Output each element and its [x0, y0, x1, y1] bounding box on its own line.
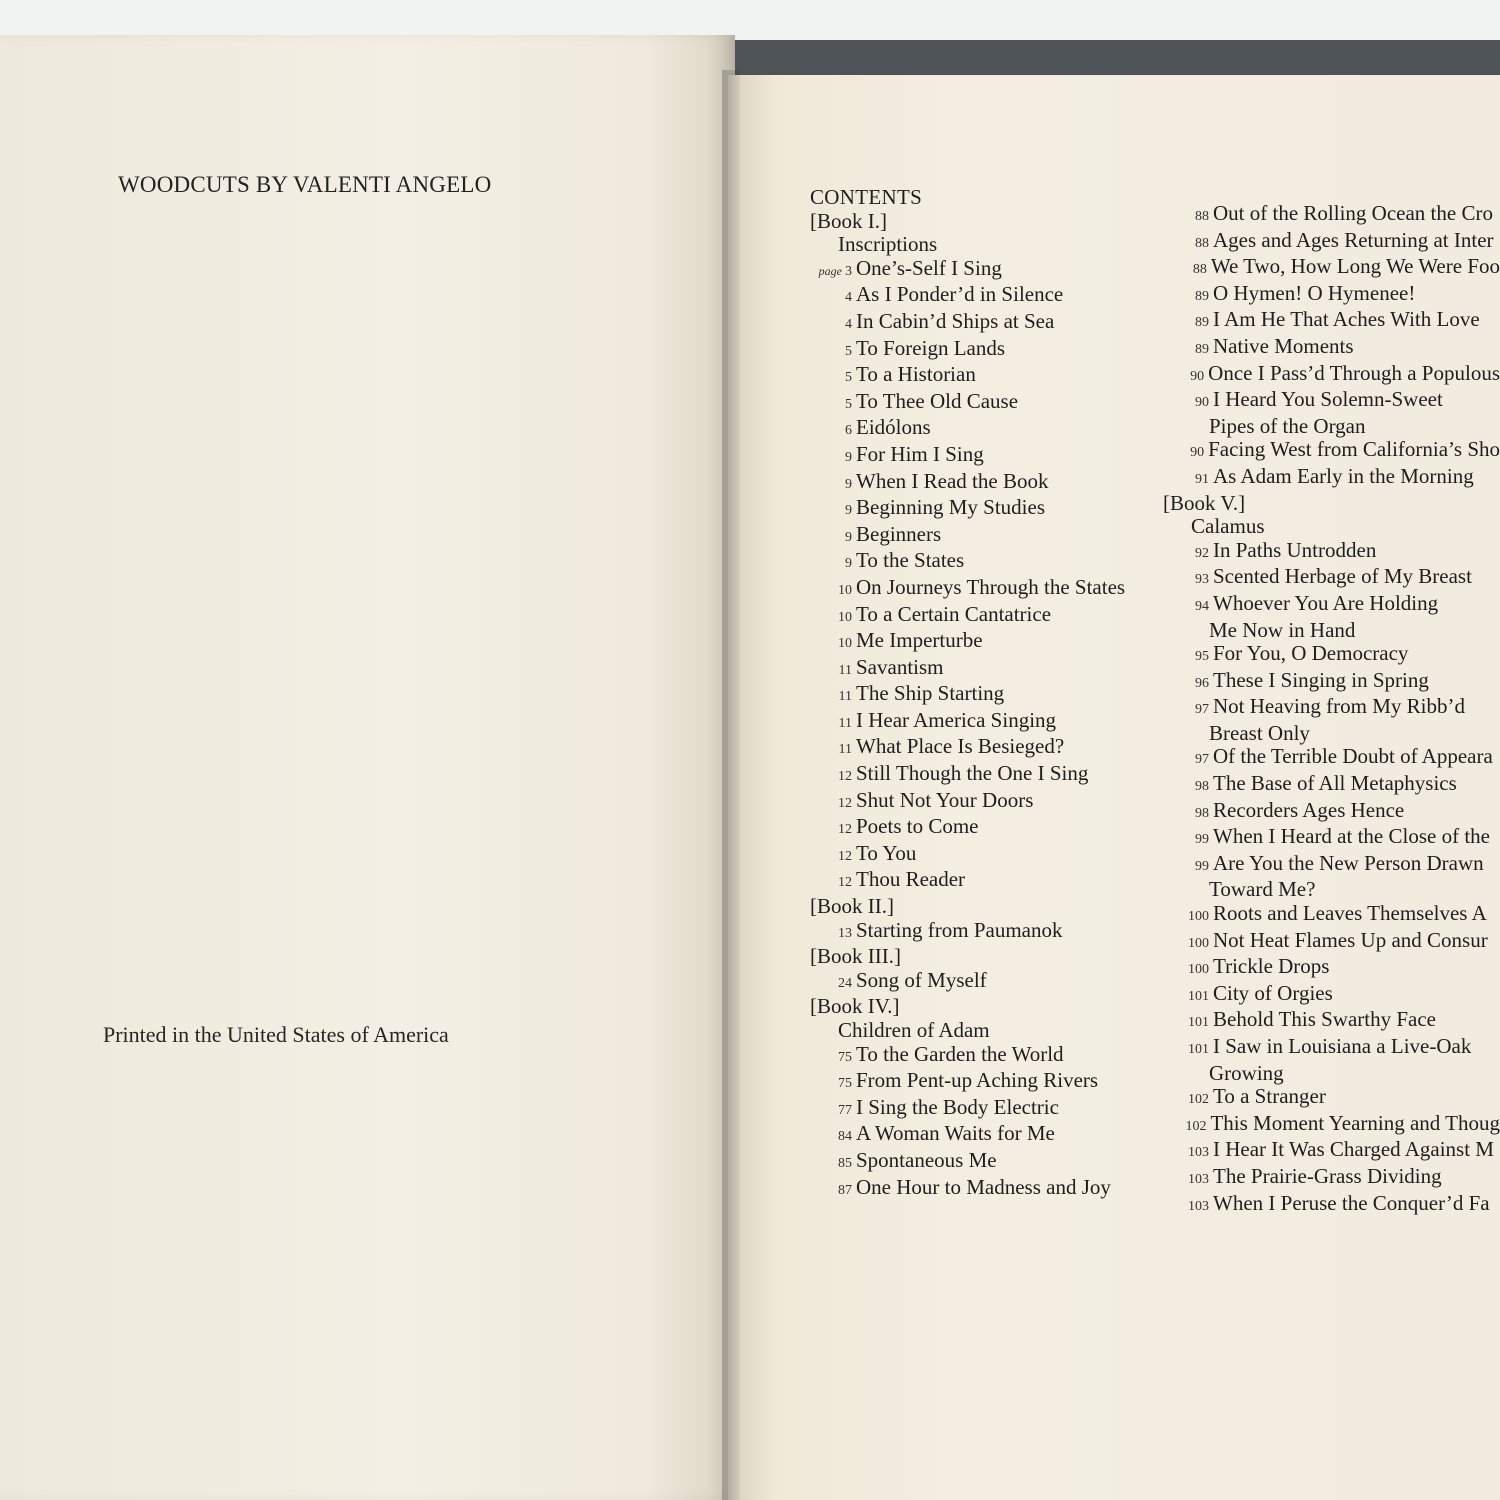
- page-number-value: 87: [838, 1182, 852, 1198]
- page-number: [1163, 258, 1211, 282]
- page-number-value: 98: [1195, 805, 1209, 821]
- poem-title: Scented Herbage of My Breast: [1213, 564, 1472, 589]
- page-number: [1163, 568, 1213, 592]
- page-number-value: 90: [1190, 445, 1205, 461]
- page-number-value: 85: [838, 1155, 852, 1171]
- page-number-value: 5: [845, 370, 852, 386]
- section-heading: Inscriptions: [838, 232, 938, 257]
- page-number-value: 9: [845, 449, 852, 465]
- page-number-value: 10: [838, 609, 852, 625]
- toc-entry: [1163, 642, 1500, 669]
- left-page: [0, 35, 735, 1500]
- poem-title: Whoever You Are Holding: [1213, 590, 1439, 615]
- page-number-value: 89: [1195, 341, 1209, 357]
- page-number: [810, 473, 856, 497]
- page-number: [1163, 1088, 1213, 1112]
- page-number-value: 10: [838, 636, 852, 652]
- page-number-value: 3: [845, 263, 852, 279]
- page-number: [810, 260, 856, 284]
- poem-title: Facing West from California’s Sho: [1208, 437, 1500, 462]
- toc-entry: [810, 470, 1125, 497]
- toc-entry: [810, 310, 1125, 337]
- page-number-value: 102: [1185, 1118, 1207, 1134]
- page-number-value: 11: [838, 742, 852, 758]
- page-number: [810, 922, 856, 946]
- poem-title: The Ship Starting: [856, 681, 1005, 706]
- toc-entry: [1163, 1035, 1500, 1062]
- page-number-value: 77: [838, 1102, 852, 1118]
- book-gutter: [722, 70, 740, 1500]
- toc-entry: [1163, 825, 1500, 852]
- toc-entry: [810, 496, 1125, 523]
- page-number: [810, 499, 856, 523]
- toc-entry: [1163, 388, 1500, 415]
- page-number: [810, 366, 856, 390]
- page-number: [810, 659, 856, 683]
- page-number-value: 92: [1195, 545, 1209, 561]
- page-number-value: 103: [1188, 1171, 1209, 1187]
- page-number-value: 11: [838, 662, 852, 678]
- page-number: [1163, 932, 1213, 956]
- page-number: [1163, 338, 1213, 362]
- page-number-value: 101: [1188, 1015, 1209, 1031]
- woodcuts-credit: WOODCUTS BY VALENTI ANGELO: [118, 172, 492, 197]
- toc-entry: [810, 789, 1125, 816]
- page-number: [810, 972, 856, 996]
- toc-entry: [810, 815, 1125, 842]
- toc-entry: [810, 443, 1125, 470]
- page-number: [810, 446, 856, 470]
- toc-entry: [810, 1069, 1125, 1096]
- page-number-value: 100: [1188, 962, 1209, 978]
- toc-entry: [1163, 282, 1500, 309]
- poem-title: Starting from Paumanok: [856, 917, 1063, 942]
- poem-title: On Journeys Through the States: [856, 574, 1126, 599]
- poem-title: Behold This Swarthy Face: [1213, 1007, 1437, 1032]
- toc-entry-continuation: Toward Me?: [1209, 877, 1316, 902]
- poem-title: What Place Is Besieged?: [856, 734, 1065, 759]
- poem-title: Roots and Leaves Themselves A: [1213, 901, 1487, 926]
- page-number: [810, 1099, 856, 1123]
- toc-entry: [810, 1043, 1125, 1070]
- poem-title: Song of Myself: [856, 967, 987, 992]
- toc-entry: [810, 1149, 1125, 1176]
- page-number: [1163, 672, 1213, 696]
- toc-entry: [1163, 1112, 1500, 1139]
- page-number-value: 9: [845, 476, 852, 492]
- toc-entry: [1163, 799, 1500, 826]
- page-number: [1163, 698, 1213, 722]
- poem-title: To a Stranger: [1213, 1084, 1326, 1109]
- page-number: [810, 792, 856, 816]
- page-number: [1163, 645, 1213, 669]
- page-number: [810, 1046, 856, 1070]
- book-heading: [Book V.]: [1163, 490, 1246, 515]
- page-number-value: 91: [1195, 471, 1209, 487]
- page-number: [1163, 468, 1213, 492]
- poem-title: Savantism: [856, 654, 944, 679]
- poem-title: Of the Terrible Doubt of Appeara: [1213, 744, 1493, 769]
- page-number-value: 13: [838, 925, 852, 941]
- toc-entry: [1163, 955, 1500, 982]
- toc-entry: [1163, 1085, 1500, 1112]
- page-number-value: 97: [1195, 702, 1209, 718]
- page-number: [1163, 1038, 1213, 1062]
- page-number: [1163, 985, 1213, 1009]
- toc-entry: [810, 337, 1125, 364]
- page-number-value: 88: [1195, 235, 1209, 251]
- page-number: [810, 1152, 856, 1176]
- page-number-value: 4: [845, 316, 852, 332]
- page-number: [1163, 748, 1213, 772]
- page-number: [810, 871, 856, 895]
- page-number: [1163, 285, 1213, 309]
- poem-title: Shut Not Your Doors: [856, 787, 1034, 812]
- page-number: [810, 738, 856, 762]
- toc-entry: [810, 629, 1125, 656]
- page-number-value: 11: [838, 689, 852, 705]
- page-number-value: 12: [838, 822, 852, 838]
- page-number: [810, 685, 856, 709]
- poem-title: Beginning My Studies: [856, 495, 1046, 520]
- page-number: [1163, 311, 1213, 335]
- poem-title: To Foreign Lands: [856, 335, 1006, 360]
- toc-entry: [810, 1122, 1125, 1149]
- toc-entry: [810, 576, 1125, 603]
- toc-entry: [1163, 695, 1500, 722]
- poem-title: A Woman Waits for Me: [856, 1121, 1055, 1146]
- page-number-value: 12: [838, 769, 852, 785]
- page-number: [1163, 542, 1213, 566]
- poem-title: This Moment Yearning and Thoug: [1210, 1110, 1500, 1135]
- toc-entry: [810, 523, 1125, 550]
- page-number: [810, 393, 856, 417]
- toc-entry: [810, 969, 1125, 996]
- page-number-value: 12: [838, 795, 852, 811]
- page-number: [810, 1125, 856, 1149]
- toc-entry: [1163, 1165, 1500, 1192]
- page-number: [1163, 232, 1213, 256]
- toc-entry: [1163, 202, 1500, 229]
- toc-entry: [1163, 669, 1500, 696]
- poem-title: For You, O Democracy: [1213, 641, 1409, 666]
- contents-column-2: [1163, 202, 1500, 1218]
- page-number: [810, 419, 856, 443]
- toc-entry: [1163, 1008, 1500, 1035]
- page-number-value: 89: [1195, 288, 1209, 304]
- toc-entry-continuation: Growing: [1209, 1060, 1284, 1085]
- poem-title: When I Heard at the Close of the: [1213, 824, 1490, 849]
- page-number: [810, 632, 856, 656]
- toc-entry: [810, 842, 1125, 869]
- page-number: [1163, 855, 1213, 879]
- book-heading: [Book I.]: [810, 208, 887, 233]
- page-number-value: 100: [1188, 909, 1209, 925]
- toc-entry: [810, 682, 1125, 709]
- toc-entry: [1163, 1138, 1500, 1165]
- page-number-value: 96: [1195, 675, 1209, 691]
- page-number-value: 89: [1195, 315, 1209, 331]
- poem-title: When I Peruse the Conquer’d Fa: [1213, 1190, 1490, 1215]
- poem-title: I Sing the Body Electric: [856, 1094, 1059, 1119]
- page-number-value: 75: [838, 1076, 852, 1092]
- page-number: [810, 712, 856, 736]
- poem-title: Ages and Ages Returning at Inter: [1213, 227, 1494, 252]
- poem-title: Beginners: [856, 521, 942, 546]
- page-number-value: 102: [1188, 1092, 1209, 1108]
- page-number: [810, 606, 856, 630]
- contents-column-1: [810, 186, 1125, 1202]
- poem-title: I Hear It Was Charged Against M: [1213, 1137, 1494, 1162]
- page-number: [810, 526, 856, 550]
- poem-title: One Hour to Madness and Joy: [856, 1174, 1111, 1199]
- page-number: [1163, 958, 1213, 982]
- poem-title: To a Certain Cantatrice: [856, 601, 1052, 626]
- page-number: [1163, 1011, 1213, 1035]
- page-number-value: 12: [838, 848, 852, 864]
- poem-title: One’s-Self I Sing: [856, 255, 1002, 280]
- page-number: [1163, 1168, 1213, 1192]
- toc-entry: [1163, 592, 1500, 619]
- page-number-value: 9: [845, 503, 852, 519]
- poem-title: For Him I Sing: [856, 441, 984, 466]
- toc-entry: [1163, 852, 1500, 879]
- page-number: [1163, 1115, 1210, 1139]
- toc-entry: [810, 363, 1125, 390]
- page-number-value: 103: [1188, 1145, 1209, 1161]
- poem-title: As I Ponder’d in Silence: [856, 282, 1064, 307]
- poem-title: Thou Reader: [856, 867, 966, 892]
- page-number-value: 84: [838, 1129, 852, 1145]
- page-number: [810, 765, 856, 789]
- poem-title: To the Garden the World: [856, 1041, 1064, 1066]
- page-number-value: 5: [845, 343, 852, 359]
- page-number-value: 99: [1195, 832, 1209, 848]
- toc-entry: [1163, 745, 1500, 772]
- page-number-value: 94: [1195, 598, 1209, 614]
- page-number: [1163, 775, 1213, 799]
- page-number: [810, 1179, 856, 1203]
- toc-entry: [810, 283, 1125, 310]
- page-number: [1163, 828, 1213, 852]
- page-number-value: 24: [838, 975, 852, 991]
- toc-entry-continuation: Pipes of the Organ: [1209, 413, 1366, 438]
- page-number: [810, 845, 856, 869]
- toc-entry: [1163, 539, 1500, 566]
- poem-title: Still Though the One I Sing: [856, 761, 1089, 786]
- page-number: [1163, 1141, 1213, 1165]
- page-number-value: 100: [1188, 935, 1209, 951]
- poem-title: To You: [856, 840, 917, 865]
- poem-title: City of Orgies: [1213, 980, 1333, 1005]
- poem-title: The Base of All Metaphysics: [1213, 771, 1457, 796]
- toc-entry: [810, 709, 1125, 736]
- page-number-value: 95: [1195, 649, 1209, 665]
- poem-title: Not Heaving from My Ribb’d: [1213, 694, 1465, 719]
- page-number: [810, 340, 856, 364]
- toc-entry: [810, 656, 1125, 683]
- toc-entry: [810, 919, 1125, 946]
- poem-title: Me Imperturbe: [856, 628, 983, 653]
- page-number-value: 10: [838, 582, 852, 598]
- poem-title: Native Moments: [1213, 333, 1354, 358]
- page-number: [1163, 802, 1213, 826]
- poem-title: Out of the Rolling Ocean the Cro: [1213, 202, 1493, 225]
- poem-title: To Thee Old Cause: [856, 388, 1019, 413]
- page-number-value: 9: [845, 556, 852, 572]
- page-number-value: 90: [1190, 368, 1205, 384]
- toc-entry: [1163, 229, 1500, 256]
- toc-entry: [1163, 255, 1500, 282]
- page-number: [810, 818, 856, 842]
- toc-entry: [1163, 362, 1500, 389]
- contents-title: CONTENTS: [810, 185, 923, 209]
- page-number-value: 5: [845, 396, 852, 412]
- poem-title: The Prairie-Grass Dividing: [1213, 1163, 1442, 1188]
- toc-entry: [1163, 982, 1500, 1009]
- poem-title: I Am He That Aches With Love: [1213, 307, 1480, 332]
- poem-title: I Heard You Solemn-Sweet: [1213, 387, 1443, 412]
- poem-title: These I Singing in Spring: [1213, 667, 1429, 692]
- poem-title: Trickle Drops: [1213, 954, 1330, 979]
- page-number-value: 11: [838, 715, 852, 731]
- poem-title: When I Read the Book: [856, 468, 1049, 493]
- section-heading: Children of Adam: [838, 1018, 990, 1042]
- page-number-value: 101: [1188, 988, 1209, 1004]
- poem-title: In Paths Untrodden: [1213, 537, 1377, 562]
- page-prefix: page: [818, 263, 842, 278]
- poem-title: As Adam Early in the Morning: [1213, 463, 1474, 488]
- poem-title: I Hear America Singing: [856, 707, 1057, 732]
- toc-entry: [1163, 1192, 1500, 1219]
- page-number-value: 4: [845, 290, 852, 306]
- poem-title: Recorders Ages Hence: [1213, 797, 1405, 822]
- poem-title: Spontaneous Me: [856, 1147, 997, 1172]
- toc-entry: [1163, 308, 1500, 335]
- page-number: [1163, 1195, 1213, 1219]
- poem-title: Once I Pass’d Through a Populous: [1208, 360, 1500, 385]
- toc-entry: [1163, 438, 1500, 465]
- poem-title: Eidólons: [856, 415, 931, 440]
- toc-entry: [810, 1176, 1125, 1203]
- page-number-value: 103: [1188, 1198, 1209, 1214]
- page-number: [1163, 391, 1213, 415]
- toc-entry: [810, 257, 1125, 284]
- book-heading: [Book III.]: [810, 944, 901, 969]
- toc-entry: [1163, 902, 1500, 929]
- page-number: [810, 1072, 856, 1096]
- section-heading: Calamus: [1191, 514, 1265, 539]
- poem-title: Not Heat Flames Up and Consur: [1213, 927, 1488, 952]
- page-number-value: 101: [1188, 1042, 1209, 1057]
- toc-entry: [810, 1096, 1125, 1123]
- toc-entry: [1163, 335, 1500, 362]
- toc-entry: [810, 603, 1125, 630]
- printed-notice: Printed in the United States of America: [103, 1022, 449, 1047]
- poem-title: In Cabin’d Ships at Sea: [856, 308, 1055, 333]
- page-number-value: 12: [838, 875, 852, 891]
- page-number: [810, 313, 856, 337]
- page-number-value: 98: [1195, 779, 1209, 795]
- poem-title: To the States: [856, 548, 965, 573]
- toc-entry: [810, 416, 1125, 443]
- poem-title: From Pent-up Aching Rivers: [856, 1068, 1099, 1093]
- page-number: [1163, 365, 1208, 389]
- page-number: [810, 552, 856, 576]
- toc-entry: [1163, 772, 1500, 799]
- page-number: [1163, 905, 1213, 929]
- page-number-value: 6: [845, 423, 852, 439]
- toc-entry: [810, 390, 1125, 417]
- book-heading: [Book II.]: [810, 894, 894, 919]
- page-number: [810, 579, 856, 603]
- page-number-value: 99: [1195, 858, 1209, 874]
- page-number: [1163, 595, 1213, 619]
- page-number: [810, 286, 856, 310]
- toc-entry: [810, 762, 1125, 789]
- page-number-value: 93: [1195, 572, 1209, 588]
- toc-entry: [1163, 465, 1500, 492]
- toc-entry: [810, 868, 1125, 895]
- toc-entry: [1163, 565, 1500, 592]
- poem-title: O Hymen! O Hymenee!: [1213, 280, 1416, 305]
- page-number-value: 90: [1195, 395, 1209, 411]
- poem-title: Are You the New Person Drawn: [1213, 850, 1484, 875]
- toc-entry: [810, 549, 1125, 576]
- toc-entry: [1163, 929, 1500, 956]
- poem-title: I Saw in Louisiana a Live-Oak: [1213, 1034, 1472, 1058]
- page-number: [1163, 441, 1208, 465]
- page-number-value: 88: [1195, 209, 1209, 224]
- poem-title: We Two, How Long We Were Foo: [1210, 254, 1500, 279]
- page-number-value: 9: [845, 529, 852, 545]
- toc-entry-continuation: Breast Only: [1209, 720, 1310, 745]
- poem-title: To a Historian: [856, 362, 976, 387]
- page-number-value: 97: [1195, 752, 1209, 768]
- page-number-value: 75: [838, 1049, 852, 1065]
- poem-title: Poets to Come: [856, 814, 979, 839]
- book-heading: [Book IV.]: [810, 994, 900, 1019]
- page-number-value: 88: [1192, 262, 1207, 278]
- page-number: [1163, 205, 1213, 229]
- toc-entry: [810, 735, 1125, 762]
- toc-entry-continuation: Me Now in Hand: [1209, 617, 1356, 642]
